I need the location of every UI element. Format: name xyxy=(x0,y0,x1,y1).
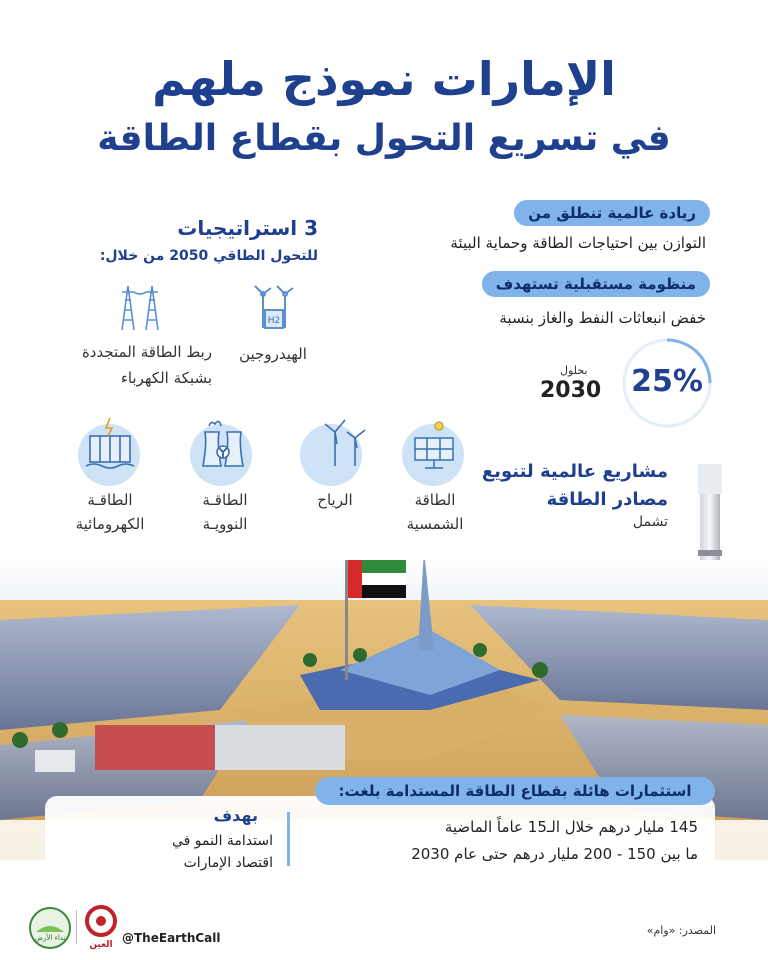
svg-text:H2: H2 xyxy=(267,316,281,326)
al-ain-logo-text: العين xyxy=(89,940,113,950)
future-system-pill: منظومة مستقبلية تستهدف xyxy=(482,271,710,297)
social-handle[interactable]: @TheEarthCall xyxy=(122,931,221,945)
solar-label-line1: الطاقة xyxy=(414,491,456,509)
investments-box xyxy=(45,796,715,876)
earth-call-logo xyxy=(28,906,72,950)
investments-line1: 145 مليار درهم خلال الـ15 عاماً الماضية xyxy=(444,818,698,836)
footer-divider xyxy=(76,910,77,944)
grid-label-line2: بشبكة الكهرباء xyxy=(120,369,212,387)
percent-value: 25% xyxy=(631,364,703,399)
investments-line2: ما بين 150 - 200 مليار درهم حتى عام 2030 xyxy=(411,845,698,863)
solar-label-line2: الشمسية xyxy=(406,515,464,533)
goal-line1: استدامة النمو في xyxy=(171,833,273,849)
goal-title: بهدف xyxy=(213,806,258,825)
leadership-text: التوازن بين احتياجات الطاقة وحماية البيئة xyxy=(450,234,706,252)
investments-divider xyxy=(287,812,290,866)
leadership-pill: ريادة عالمية تنطلق من xyxy=(514,200,710,226)
nuclear-plant-icon xyxy=(195,414,251,470)
investments-bar: استثمارات هائلة بقطاع الطاقة المستدامة بلغت: xyxy=(315,777,715,805)
wind-label: الرياح xyxy=(317,491,353,509)
by-label: بحلول xyxy=(560,364,588,377)
nuclear-label-line1: الطاقـة xyxy=(202,491,248,509)
al-ain-logo xyxy=(84,904,118,950)
wind-turbine-icon xyxy=(315,414,371,470)
hydro-label-line2: الكهرومائية xyxy=(75,515,145,533)
strategies-subtitle: للتحول الطاقي 2050 من خلال: xyxy=(99,248,318,264)
target-year: 2030 xyxy=(540,378,602,403)
future-system-text: خفض انبعاثات النفط والغاز بنسبة xyxy=(499,309,706,327)
projects-title-line1: مشاريع عالمية لتنويع xyxy=(481,461,668,482)
hydro-dam-icon xyxy=(82,414,138,470)
goal-line2: اقتصاد الإمارات xyxy=(183,855,273,871)
grid-label-line1: ربط الطاقة المتجددة xyxy=(81,343,212,361)
hydrogen-label: الهيدروجين xyxy=(239,345,307,363)
strategies-title: 3 استراتيجيات xyxy=(177,216,318,240)
hydro-label-line1: الطاقـة xyxy=(87,491,133,509)
power-grid-icon xyxy=(112,280,168,336)
projects-subtitle: تشمل xyxy=(632,514,668,530)
source-credit: المصدر: «وام» xyxy=(646,924,716,937)
nuclear-label-line2: النوويـة xyxy=(202,515,248,533)
main-subtitle: في تسريع التحول بقطاع الطاقة xyxy=(97,118,671,159)
projects-title-line2: مصادر الطاقة xyxy=(546,489,668,510)
solar-panel-icon xyxy=(405,416,461,472)
hydrogen-wind-icon xyxy=(245,282,301,338)
main-title: الإمارات نموذج ملهم xyxy=(152,52,616,106)
earth-call-logo-text: نداء الأرض xyxy=(34,934,66,942)
